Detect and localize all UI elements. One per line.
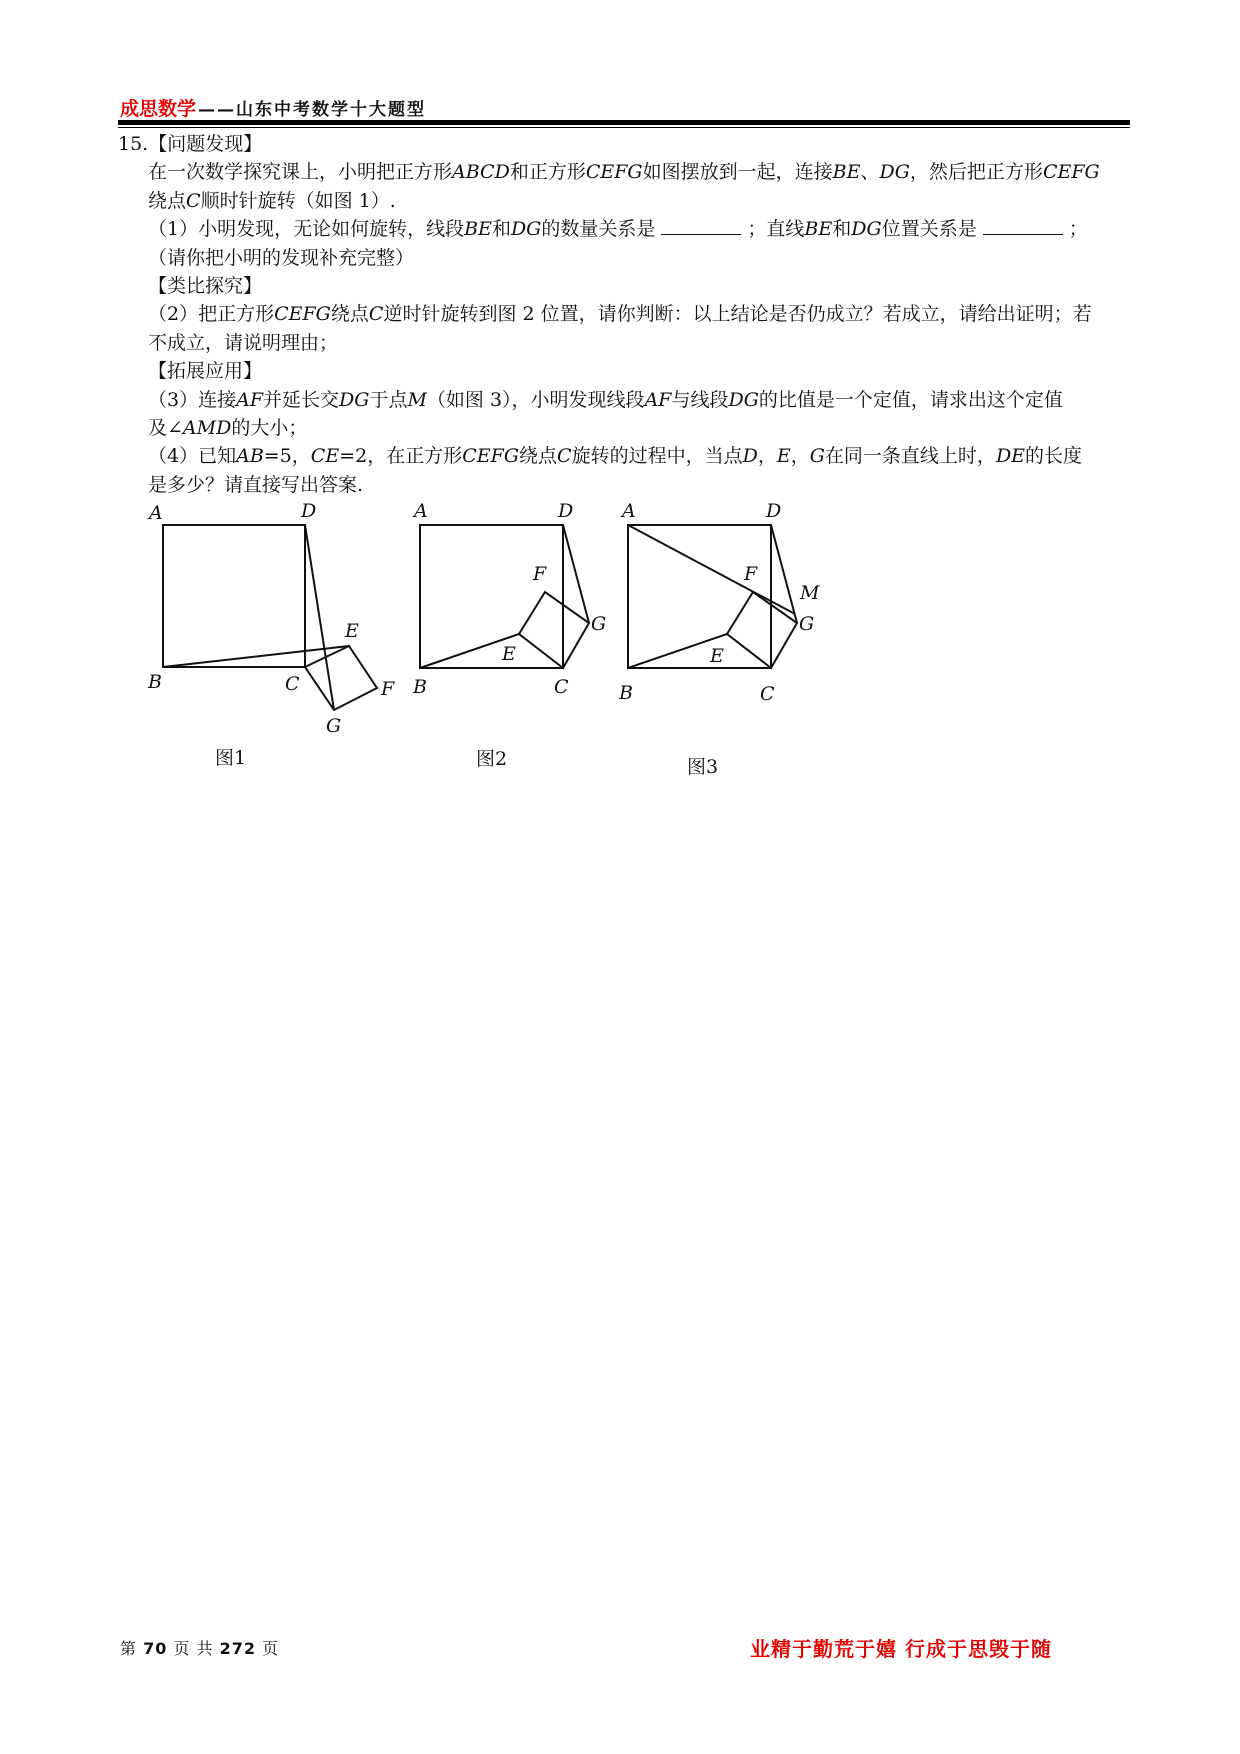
fig2-square-cefg xyxy=(519,592,589,668)
fig1-square-abcd xyxy=(163,525,305,667)
text-run: 的数量关系是 xyxy=(541,218,656,241)
geometry-figures xyxy=(140,495,860,785)
text-run: 第 xyxy=(120,1639,138,1658)
total-pages: 272 xyxy=(219,1639,257,1658)
math-var: AB xyxy=(236,445,264,468)
text-run: （1）小明发现，无论如何旋转，线段 xyxy=(148,218,465,241)
fig2-label-d: D xyxy=(558,500,574,522)
text-run: 的大小； xyxy=(231,416,308,439)
text-run: 如图摆放到一起，连接 xyxy=(642,161,833,184)
fig3-label-e: E xyxy=(710,645,724,667)
math-var: DG xyxy=(728,388,759,411)
math-var: G xyxy=(809,445,825,468)
math-var: BE xyxy=(804,218,833,241)
intro-line-1 xyxy=(118,158,1133,186)
section-heading-analogy xyxy=(118,272,1133,300)
fig1-label-c: C xyxy=(285,673,300,695)
problem-number: 15. xyxy=(118,133,149,155)
fig1-caption: 图1 xyxy=(215,747,247,769)
math-var: E xyxy=(776,445,791,468)
text-run: 于点 xyxy=(369,388,408,411)
text-run: 和 xyxy=(832,218,852,241)
fig1-label-f: F xyxy=(381,678,395,700)
fig2-label-c: C xyxy=(554,676,569,698)
math-var: AF xyxy=(236,388,263,411)
question-1-note xyxy=(118,244,1133,272)
problem-heading-line xyxy=(118,130,1133,158)
section-heading-discovery: 【问题发现】 xyxy=(148,133,263,155)
text-run: （3）连接 xyxy=(148,388,237,411)
text-run: 的长度 xyxy=(1025,445,1083,468)
question-2-line-2 xyxy=(118,329,1133,357)
text-run: =2，在正方形 xyxy=(339,445,463,468)
text-run: 位置关系是 xyxy=(881,218,977,241)
intro-line-2 xyxy=(118,187,1133,215)
answer-blank-1[interactable] xyxy=(661,216,741,235)
footer-motto: 业精于勤荒于嬉 行成于思毁于随 xyxy=(750,1637,1052,1661)
math-var: AF xyxy=(644,388,672,411)
fig2-label-g: G xyxy=(591,613,607,635)
math-var: C xyxy=(368,303,384,326)
fig2-label-f: F xyxy=(533,563,547,585)
fig3-label-a: A xyxy=(622,500,636,522)
text-run: 不成立，请说明理由； xyxy=(148,331,339,354)
text-run: 在同一条直线上时， xyxy=(824,445,996,468)
fig1-label-a: A xyxy=(149,502,163,524)
text-run: 、 xyxy=(860,161,880,184)
text-run: ， xyxy=(790,445,810,468)
question-1 xyxy=(118,215,1133,243)
text-run: 绕点 xyxy=(519,445,558,468)
fig2-label-a: A xyxy=(414,500,428,522)
math-var: M xyxy=(407,388,427,411)
question-2 xyxy=(118,300,1133,328)
fig2-caption: 图2 xyxy=(476,748,508,770)
header-brand: 成思数学 xyxy=(120,98,197,120)
header-rule xyxy=(118,120,1130,125)
text-run: ；直线 xyxy=(747,218,805,241)
question-3-line-2 xyxy=(118,414,1133,442)
text-run: 逆时针旋转到图 2 位置，请你判断：以上结论是否仍成立？若成立，请给出证明；若 xyxy=(383,303,1092,326)
math-var: CEFG xyxy=(1042,161,1100,184)
math-var: CE xyxy=(310,445,340,468)
page-number xyxy=(120,1636,279,1659)
math-var: C xyxy=(186,189,201,212)
math-var: BE xyxy=(832,161,861,184)
fig1-label-g: G xyxy=(326,715,342,737)
math-var: DG xyxy=(510,218,542,241)
text-run: （2）把正方形 xyxy=(148,303,275,326)
math-var: D xyxy=(742,445,758,468)
math-var: DG xyxy=(851,218,882,241)
text-run: 和 xyxy=(491,218,511,241)
fig1-square-cefg xyxy=(305,646,377,710)
text-run: 是多少？请直接写出答案. xyxy=(148,473,364,496)
fig1-label-b: B xyxy=(148,671,162,693)
header-title: ——山东中考数学十大题型 xyxy=(198,100,426,120)
fig3-label-m: M xyxy=(800,582,820,604)
text-run: =5， xyxy=(263,445,311,468)
text-run: （4）已知 xyxy=(148,445,237,468)
text-run: 绕点 xyxy=(148,189,187,212)
math-var: CEFG xyxy=(274,303,331,326)
math-var: CEFG xyxy=(462,445,520,468)
question-4 xyxy=(118,442,1133,470)
math-var: DG xyxy=(879,161,910,184)
figure-1 xyxy=(163,525,377,710)
fig3-label-f: F xyxy=(744,563,758,585)
section-heading-application xyxy=(118,357,1133,385)
text-run: 绕点 xyxy=(330,303,369,326)
text-run: 旋转的过程中，当点 xyxy=(571,445,743,468)
fig1-segment-dg xyxy=(305,525,334,710)
page-header xyxy=(118,92,1130,132)
text-run: 顺时针旋转（如图 1）. xyxy=(200,189,396,212)
text-run: 页 共 xyxy=(173,1639,214,1658)
fig1-label-d: D xyxy=(301,500,317,522)
fig1-segment-be xyxy=(163,646,349,667)
fig2-label-e: E xyxy=(502,643,516,665)
math-var: C xyxy=(557,445,572,468)
text-run: ； xyxy=(1068,218,1088,241)
fig3-segment-am xyxy=(628,525,795,614)
question-3 xyxy=(118,386,1133,414)
figures-area xyxy=(140,495,860,785)
math-var: DG xyxy=(339,388,370,411)
text-run: 在一次数学探究课上，小明把正方形 xyxy=(148,161,453,184)
text-run: （请你把小明的发现补充完整） xyxy=(148,246,415,269)
text-run: 及∠ xyxy=(148,416,183,439)
answer-blank-2[interactable] xyxy=(983,216,1063,235)
fig3-square-cefg xyxy=(727,592,797,668)
problem-text xyxy=(118,130,1133,499)
text-run: 【拓展应用】 xyxy=(148,360,263,383)
text-run: 与线段 xyxy=(671,388,729,411)
math-var: BE xyxy=(464,218,492,241)
text-run: 页 xyxy=(262,1639,280,1658)
fig3-caption: 图3 xyxy=(687,756,719,778)
fig3-label-c: C xyxy=(760,683,775,705)
math-var: CEFG xyxy=(585,161,643,184)
text-run: 的比值是一个定值，请求出这个定值 xyxy=(758,388,1063,411)
text-run: ，然后把正方形 xyxy=(909,161,1043,184)
math-var: AMD xyxy=(182,416,232,439)
text-run: ， xyxy=(757,445,777,468)
fig3-label-g: G xyxy=(799,613,815,635)
text-run: 【类比探究】 xyxy=(148,274,263,297)
fig3-label-b: B xyxy=(619,682,633,704)
fig1-label-e: E xyxy=(345,620,359,642)
fig2-label-b: B xyxy=(413,676,427,698)
math-var: DE xyxy=(995,445,1026,468)
header-rule-thin xyxy=(118,127,1130,128)
text-run: （如图 3），小明发现线段 xyxy=(426,388,645,411)
math-var: ABCD xyxy=(452,161,510,184)
text-run: 和正方形 xyxy=(509,161,586,184)
text-run: 并延长交 xyxy=(263,388,340,411)
fig3-label-d: D xyxy=(766,500,782,522)
current-page: 70 xyxy=(143,1639,168,1658)
